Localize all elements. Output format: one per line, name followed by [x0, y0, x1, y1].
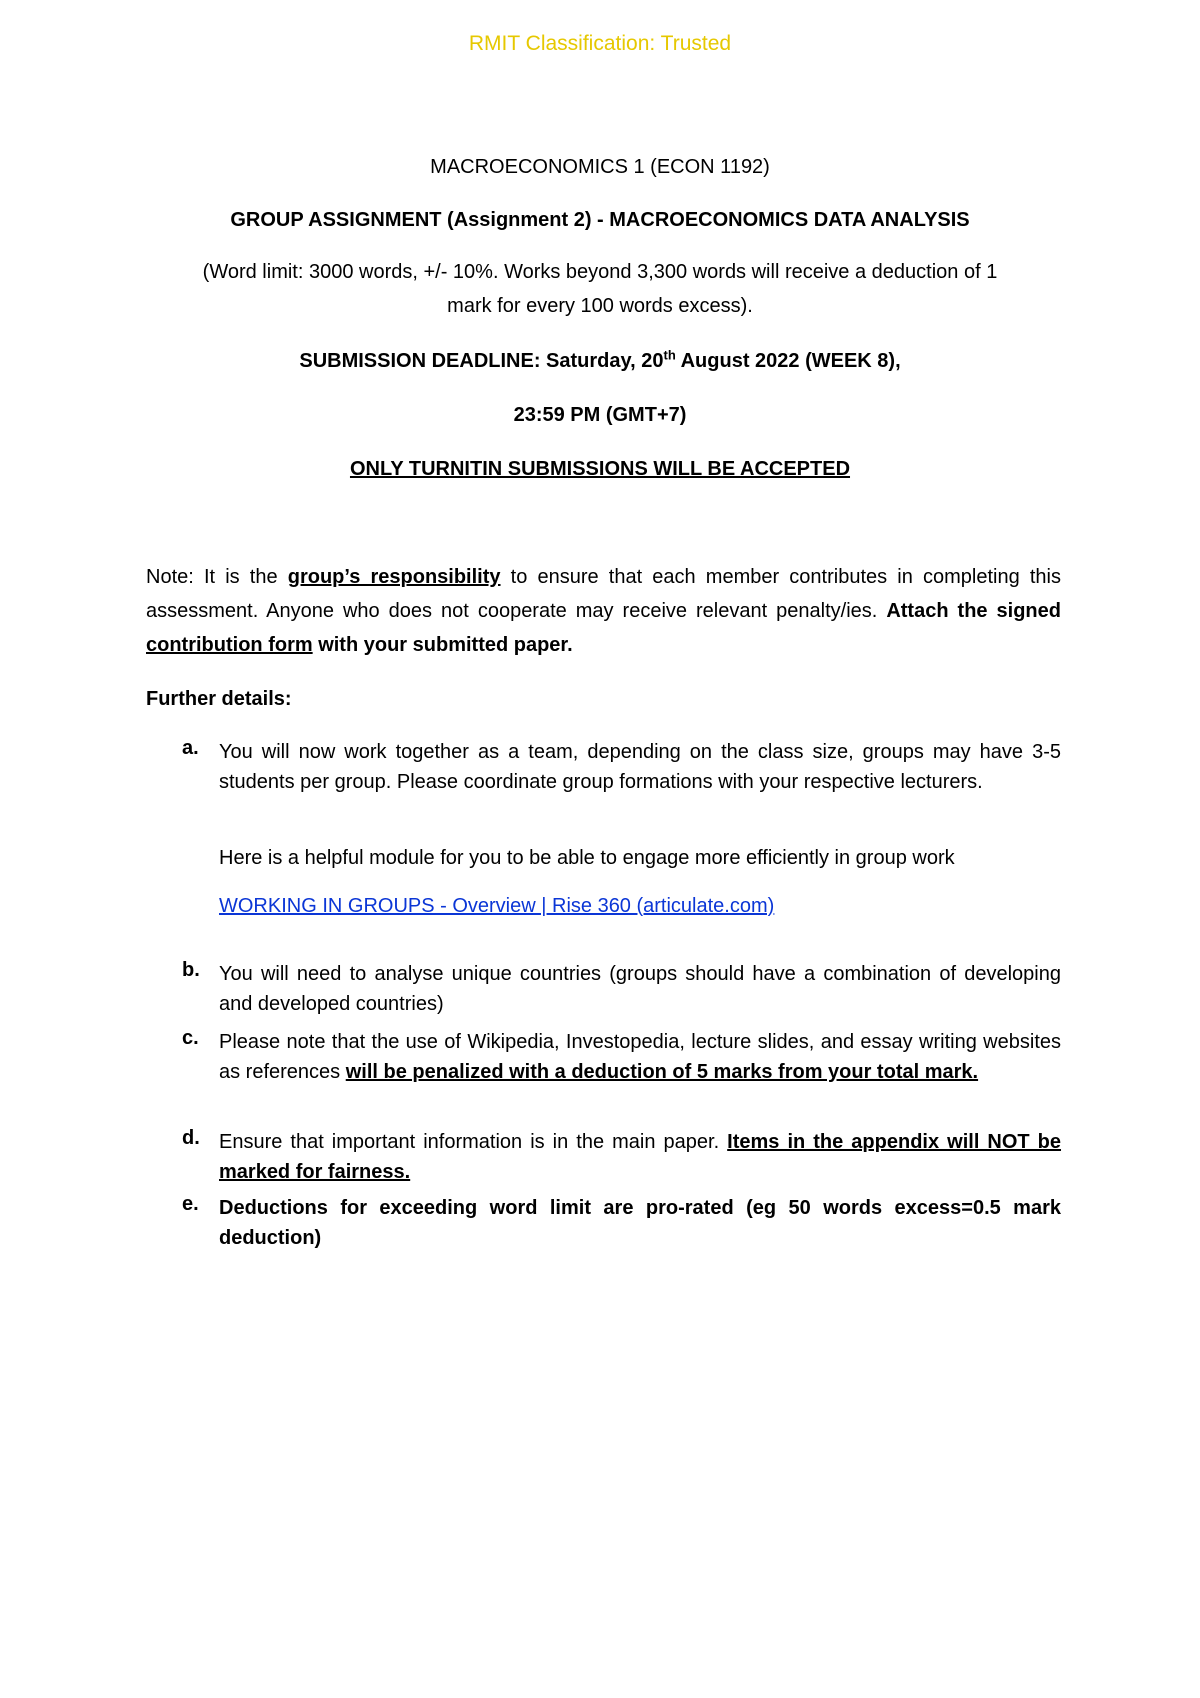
- word-limit-line-2: mark for every 100 words excess).: [447, 295, 753, 317]
- assignment-title: GROUP ASSIGNMENT (Assignment 2) - MACROECONOMICS DATA ANALYSIS: [230, 209, 970, 231]
- submission-deadline: [130, 344, 1070, 378]
- list-marker-b: b.: [182, 959, 200, 981]
- list-item-e-text: Deductions for exceeding word limit are pro-rated (eg 50 words excess=0.5 mark deduction): [219, 1197, 1061, 1249]
- note-text-1: Note: It is the: [146, 566, 288, 588]
- note-attach-2: with your submitted paper.: [312, 634, 573, 656]
- list-item-a-text: You will now work together as a team, depending on the class size, groups may have 3-5 students per group. Please coordinate group formations with your respective lecturers.: [219, 741, 1061, 793]
- word-limit: [130, 255, 1070, 323]
- list-item-d-plain: Ensure that important information is in the main paper.: [219, 1131, 728, 1153]
- list-marker-c: c.: [182, 1027, 199, 1049]
- working-in-groups-link[interactable]: WORKING IN GROUPS - Overview | Rise 360 (articulate.com): [219, 895, 775, 917]
- list-marker-e: e.: [182, 1193, 199, 1215]
- note-emphasis: group’s responsibility: [287, 566, 501, 588]
- deadline-time: 23:59 PM (GMT+7): [513, 404, 687, 426]
- contribution-form-text: contribution form: [146, 634, 313, 656]
- word-limit-line-1: (Word limit: 3000 words, +/- 10%. Works beyond 3,300 words will receive a deduction of 1: [202, 261, 998, 283]
- course-title: MACROECONOMICS 1 (ECON 1192): [430, 156, 770, 178]
- note-text-2: to ensure that each member contributes in completing this assessment. Anyone who does not cooperate may receive relevant penalty/ies.: [146, 566, 1061, 622]
- helper-text: Here is a helpful module for you to be able to engage more efficiently in group work: [219, 847, 955, 869]
- list-item-b-text: You will need to analyse unique countries (groups should have a combination of developing and developed countries): [219, 963, 1061, 1015]
- list-item-d-emphasis: Items in the appendix will NOT be marked for fairness.: [219, 1131, 1062, 1183]
- deadline-superscript: th: [663, 347, 676, 363]
- deadline-suffix: August 2022 (WEEK 8),: [675, 350, 901, 372]
- turnitin-notice: ONLY TURNITIN SUBMISSIONS WILL BE ACCEPTED: [349, 458, 851, 480]
- deadline-prefix: SUBMISSION DEADLINE: Saturday, 20: [299, 350, 664, 372]
- further-details-heading: Further details:: [146, 688, 292, 710]
- list-item-d-text: [219, 1127, 1061, 1187]
- note-paragraph: [146, 560, 1061, 662]
- classification-label: RMIT Classification: Trusted: [468, 32, 732, 55]
- list-item-c-text: [219, 1027, 1061, 1087]
- list-item-c-plain: Please note that the use of Wikipedia, Investopedia, lecture slides, and essay writing websites as references: [219, 1031, 1061, 1083]
- list-marker-a: a.: [182, 737, 199, 759]
- list-marker-d: d.: [182, 1127, 200, 1149]
- list-item-c-emphasis: will be penalized with a deduction of 5 marks from your total mark.: [345, 1061, 979, 1083]
- note-attach-1: Attach the signed: [886, 600, 1061, 622]
